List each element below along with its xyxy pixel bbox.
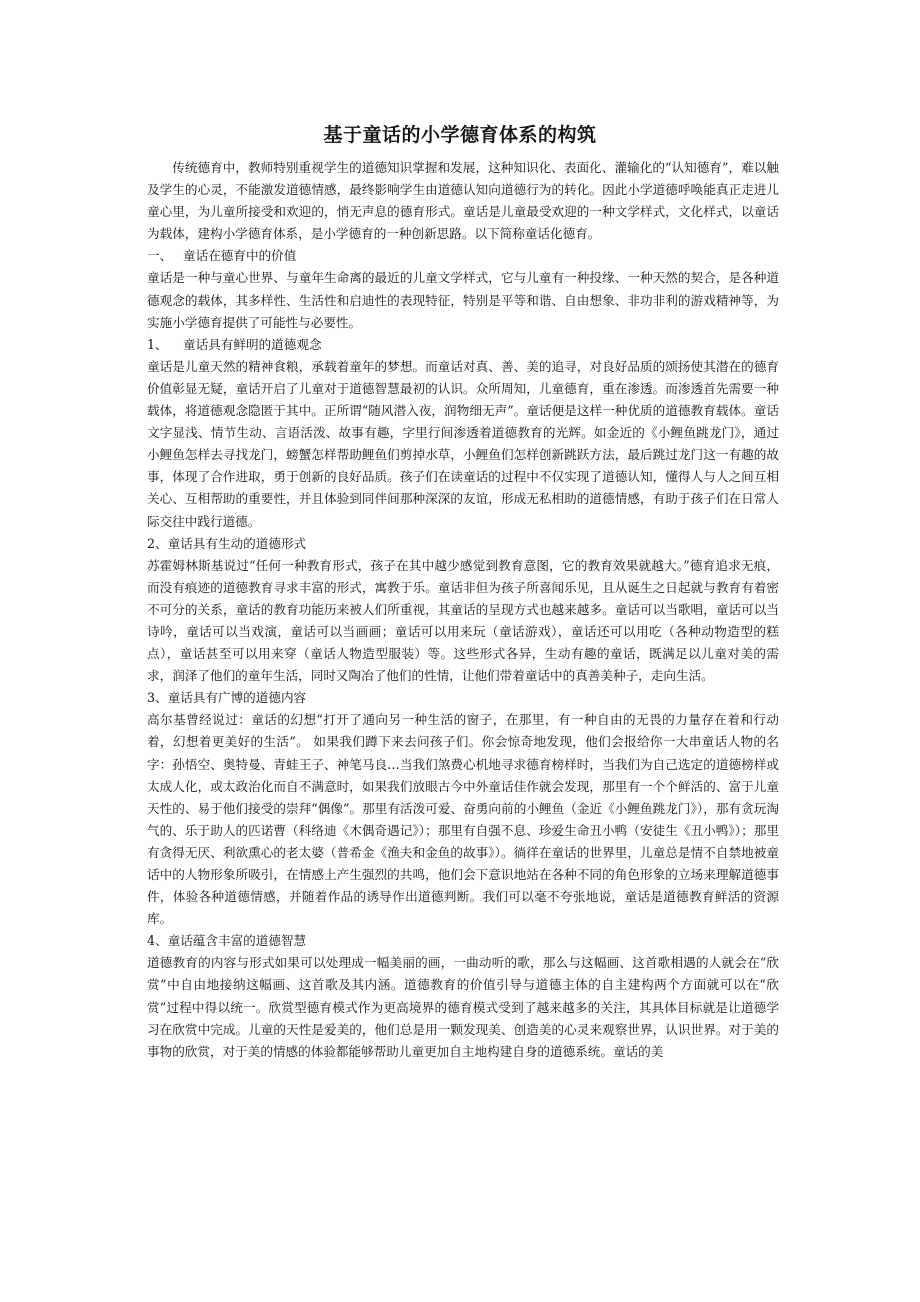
section-heading-1 bbox=[147, 245, 779, 267]
intro-paragraph: 传统德育中，教师特别重视学生的道德知识掌握和发展，这种知识化、表面化、灌输化的“认知德育”，难以触及学生的心灵，不能激发道德情感，最终影响学生由道德认知向道德行为的转化。因此小学道德呼唤能真正走进儿童心里，为儿童所接受和欢迎的，悄无声息的德育形式。童话是儿童最受欢迎的一种文学样式，文化样式，以童话为载体，建构小学德育体系，是小学德育的一种创新思路。以下简称童话化德育。 bbox=[147, 160, 779, 242]
body-paragraph: 童话是一种与童心世界、与童年生命离的最近的儿童文学样式，它与儿童有一种投缘、一种天然的契合，是各种道德观念的载体，其多样性、生活性和启迪性的表现特征，特别是平等和谐、自由想象、非功非利的游戏精神等，为实施小学德育提供了可能性与必要性。 bbox=[147, 270, 779, 330]
body-paragraph: 苏霍姆林斯基说过“任何一种教育形式，孩子在其中越少感觉到教育意图，它的教育效果就越大。”德育追求无痕，而没有痕迹的道德教育寻求丰富的形式，寓教于乐。童话非但为孩子所喜闻乐见，且从诞生之日起就与教育有着密不可分的关系，童话的教育功能历来被人们所重视，其童话的呈现方式也越来越多。童话可以当歌唱，童话可以当诗吟，童话可以当戏演，童话可以当画画；童话可以用来玩（童话游戏），童话还可以用吃（各种动物造型的糕点），童话甚至可以用来穿（童话人物造型服装）等。这些形式各异，生动有趣的童话，既满足以儿童对美的需求，润泽了他们的童年生活，同时又陶冶了他们的性情，让他们带着童话中的真善美种子，走向生活。 bbox=[147, 557, 779, 684]
body-paragraph: 童话是儿童天然的精神食粮，承载着童年的梦想。而童话对真、善、美的追寻，对良好品质的颂扬使其潜在的德育价值彰显无疑，童话开启了儿童对于道德智慧最初的认识。众所周知，儿童德育，重在渗透。而渗透首先需要一种载体，将道德观念隐匿于其中。正所谓“随风潜入夜，润物细无声”。童话便是这样一种优质的道德教育载体。童话文字显浅、情节生动、言语活泼、故事有趣，字里行间渗透着道德教育的光辉。如金近的《小鲤鱼跳龙门》，通过小鲤鱼怎样去寻找龙门，螃蟹怎样帮助鲤鱼们剪掉水草，小鲤鱼们怎样创新跳跃方法，最后跳过龙门这一有趣的故事，体现了合作进取，勇于创新的良好品质。孩子们在读童话的过程中不仅实现了道德认知，懂得人与人之间互相关心、互相帮助的重要性，并且体验到同伴间那种深深的友谊，形成无私相助的道德情感，有助于孩子们在日常人际交往中践行道德。 bbox=[147, 358, 779, 529]
subsection-heading-text: 童话具有鲜明的道德观念 bbox=[183, 336, 322, 352]
subsection-heading-4: 4、童话蕴含丰富的道德智慧 bbox=[147, 933, 307, 949]
body-paragraph: 高尔基曾经说过：童话的幻想“打开了通向另一种生活的窗子，在那里，有一种自由的无畏的力量存在着和行动着，幻想着更美好的生活”。 如果我们蹲下来去问孩子们。你会惊奇地发现，他们会报给你一大串童话人物的名字：孙悟空、奥特曼、青蛙王子、神笔马良…当我们煞费心机地寻求德育榜样时，当我们为自己选定的道德榜样或太成人化，或太政治化而自不满意时，如果我们放眼古今中外童话佳作就会发现，那里有一个个鲜活的、富于儿童天性的、易于他们接受的崇拜“偶像”。那里有活泼可爱、奋勇向前的小鲤鱼（金近《小鲤鱼跳龙门》），那有贪玩淘气的、乐于助人的匹诺曹（科络迪《木偶奇遇记》）；那里有自强不息、珍爱生命丑小鸭（安徒生《丑小鸭》）；那里有贪得无厌、利欲熏心的老太婆（普希金《渔夫和金鱼的故事》）。徜徉在童话的世界里，儿童总是情不自禁地被童话中的人物形象所吸引，在情感上产生强烈的共鸣，他们会下意识地站在各种不同的角色形象的立场来理解道德事件，体验各种道德情感，并随着作品的诱导作出道德判断。我们可以毫不夸张地说，童话是道德教育鲜活的资源库。 bbox=[147, 712, 779, 927]
subsection-heading-1 bbox=[147, 334, 779, 356]
subsection-heading-3: 3、童话具有广博的道德内容 bbox=[147, 690, 307, 706]
section-heading-text: 童话在德育中的价值 bbox=[183, 248, 297, 264]
section-number: 一、 bbox=[147, 248, 173, 264]
document-title: 基于童话的小学德育体系的构筑 bbox=[323, 124, 597, 146]
subsection-heading-2: 2、童话具有生动的道德形式 bbox=[147, 535, 307, 551]
subsection-number: 1、 bbox=[147, 336, 168, 352]
document-body bbox=[147, 157, 779, 1063]
body-paragraph: 道德教育的内容与形式如果可以处理成一幅美丽的画，一曲动听的歌，那么与这幅画、这首歌相遇的人就会在“欣赏”中自由地接纳这幅画、这首歌及其内涵。道德教育的价值引导与道德主体的自主建构两个方面就可以在“欣赏”过程中得以统一。欣赏型德育模式作为更高境界的德育模式受到了越来越多的关注，其具体目标就是让道德学习在欣赏中完成。儿童的天性是爱美的，他们总是用一颗发现美、创造美的心灵来观察世界，认识世界。对于美的事物的欣赏，对于美的情感的体验都能够帮助儿童更加自主地构建自身的道德系统。童话的美 bbox=[147, 955, 779, 1059]
